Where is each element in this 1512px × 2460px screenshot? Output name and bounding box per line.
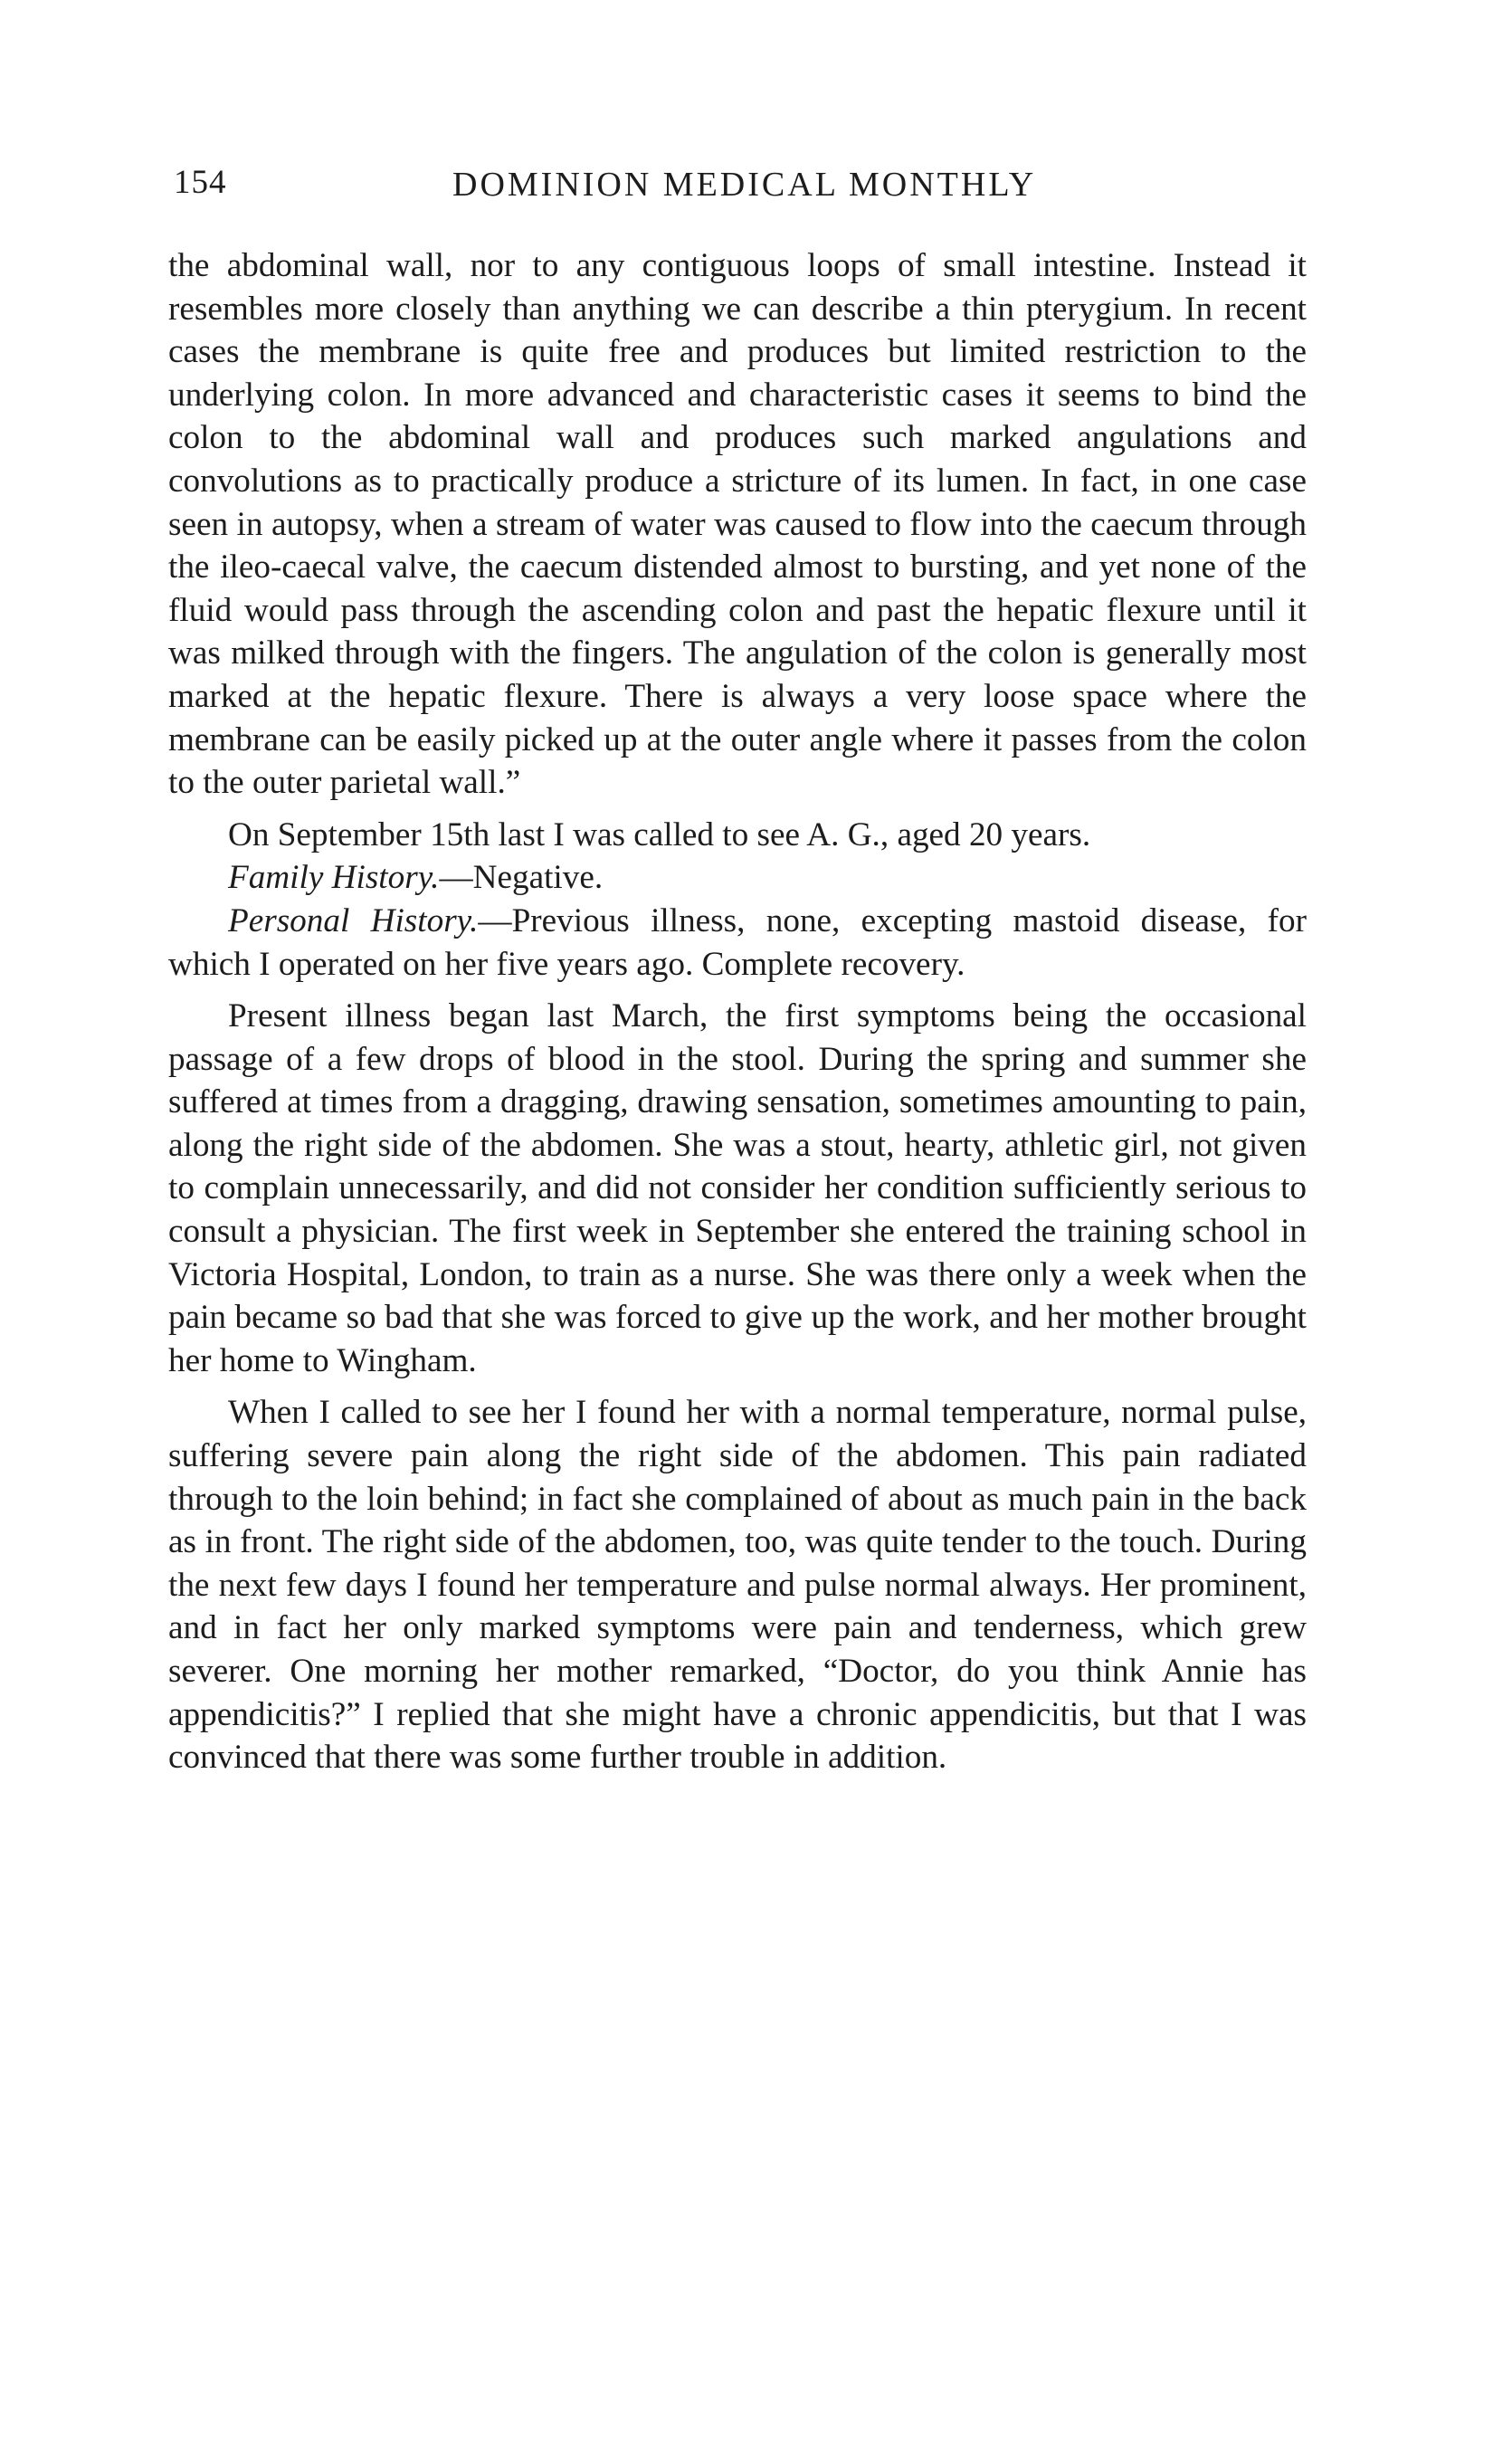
paragraph-examination: When I called to see her I found her with a normal temperature, normal pulse, suffering severe pain along the right side of the abdomen. This pain radiated through to the loin behind; in fact she complained of about as much pain in the back as in front. The right side of the abdomen, too, was quite tender to the touch. During the next few days I found her temperature and pulse normal always. Her prominent, and in fact her only marked symptoms were pain and tenderness, which grew severer. One morning her mother remarked, “Doctor, do you think Annie has appendicitis?” I replied that she might have a chronic appendicitis, but that I was convinced that there was some further trouble in addition. — [168, 1394, 1307, 1777]
paragraph-family-history — [168, 856, 1307, 900]
personal-history-text: —Previous illness, none, excepting mastoid disease, for which I operated on her five years ago. Complete recovery. — [168, 901, 1307, 983]
page-number: 154 — [174, 164, 227, 201]
paragraph-case-intro: On September 15th last I was called to see A. G., aged 20 years. — [228, 815, 1091, 853]
running-head — [163, 163, 1330, 210]
family-history-label: Family History. — [228, 859, 440, 897]
paragraph-quote-continuation: the abdominal wall, nor to any contiguous loops of small intestine. Instead it resembles more closely than anything we can describe a thin pterygium. In recent cases the membrane is quite free and produces but limited restriction to the underlying colon. In more advanced and characteristic cases it seems to bind the colon to the abdominal wall and produces such marked angulations and convolutions as to practically produce a stricture of its lumen. In fact, in one case seen in autopsy, when a stream of water was caused to flow into the caecum through the ileo-caecal valve, the caecum distended almost to bursting, and yet none of the fluid would pass through the ascending colon and past the hepatic flexure until it was milked through with the fingers. The angulation of the colon is generally most marked at the hepatic flexure. There is always a very loose space where the membrane can be easily picked up at the outer angle where it passes from the colon to the outer parietal wall.” — [168, 247, 1307, 802]
family-history-text: —Negative. — [439, 859, 604, 897]
article-body — [168, 244, 1307, 1779]
paragraph-personal-history — [168, 900, 1307, 986]
personal-history-label: Personal History. — [228, 901, 479, 939]
journal-title: DOMINION MEDICAL MONTHLY — [452, 166, 1037, 204]
paragraph-present-illness: Present illness began last March, the first symptoms being the occasional passage of a few drops of blood in the stool. During the spring and summer she suffered at times from a dragging, drawing sensation, sometimes amounting to pain, along the right side of the abdomen. She was a stout, hearty, athletic girl, not given to complain unnecessarily, and did not consider her condition sufficiently serious to consult a physician. The first week in September she entered the training school in Victoria Hospital, London, to train as a nurse. She was there only a week when the pain became so bad that she was forced to give up the work, and her mother brought her home to Wingham. — [168, 997, 1307, 1379]
